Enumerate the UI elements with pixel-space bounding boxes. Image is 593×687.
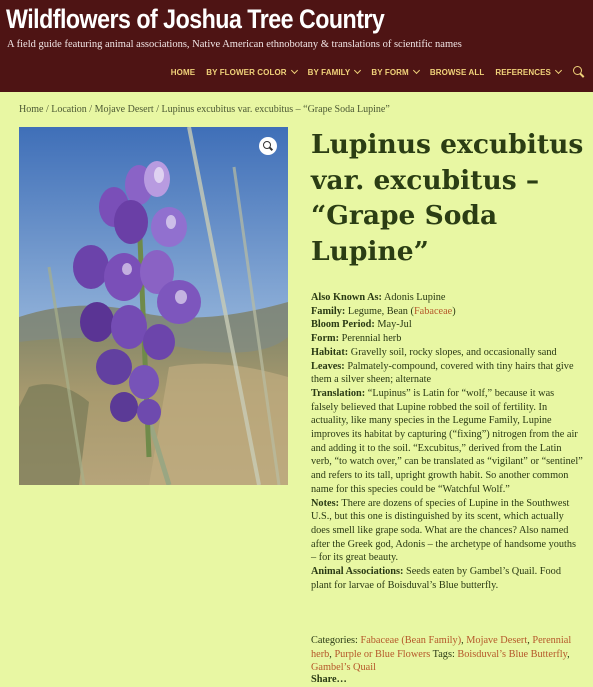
detail-label: Form: — [311, 333, 340, 345]
detail-label: Bloom Period: — [311, 319, 375, 331]
chevron-down-icon — [413, 67, 420, 74]
share-label[interactable]: Share… — [311, 674, 347, 685]
tags-label: Tags: — [432, 648, 455, 660]
tag-link[interactable]: Boisduval’s Blue Butterfly — [457, 648, 568, 660]
category-link[interactable]: Mojave Desert — [466, 635, 528, 646]
detail-value: ) — [452, 305, 456, 317]
search-icon[interactable] — [573, 66, 585, 78]
detail-label: Notes: — [311, 497, 340, 509]
magnify-icon[interactable] — [259, 137, 277, 155]
detail-label: Leaves: — [311, 360, 345, 372]
nav-item-label: HOME — [170, 67, 196, 77]
category-link[interactable]: Fabaceae (Bean Family) — [360, 635, 462, 646]
nav-item-by-flower-color[interactable] — [206, 68, 296, 77]
detail-value: Adonis Lupine — [381, 292, 446, 303]
categories-label: Categories: — [311, 635, 358, 646]
detail-value: Perennial herb — [339, 333, 402, 345]
detail-form — [311, 332, 583, 346]
detail-label: Translation: — [311, 387, 366, 399]
nav-item-home[interactable] — [171, 68, 195, 77]
detail-label: Also Known As: — [311, 292, 382, 303]
detail-value: There are dozens of species of Lupine in the Southwest U.S., but this one is distinguished by its scent, which actually does smell like grape soda. What are the chances? Also named after the Greek god, Adonis – the archetype of handsome youths – for its great beauty. — [311, 497, 577, 564]
detail-value: Palmately-compound, covered with tiny hairs that give them a silver sheen; alternate — [311, 360, 574, 386]
detail-value: Legume, Bean ( — [345, 305, 414, 317]
detail-value: May-Jul — [374, 319, 412, 331]
main-nav — [171, 66, 585, 78]
category-link[interactable]: Purple or Blue Flowers — [334, 648, 431, 660]
chevron-down-icon — [291, 67, 298, 74]
detail-translation — [311, 387, 583, 497]
nav-item-by-form[interactable] — [371, 68, 418, 77]
detail-label: Family: — [311, 305, 346, 317]
breadcrumb-location[interactable]: Location — [51, 104, 87, 115]
family-link[interactable]: Fabaceae — [413, 305, 453, 317]
nav-item-label: BY FORM — [371, 67, 409, 77]
nav-item-label: BY FAMILY — [307, 67, 351, 77]
product-meta: Categories: Fabaceae (Bean Family), Mojave Desert, Perennial herb, Purple or Blue Flowers Tags: Boisduval’s Blue Butterfly, Gambel’s Quail — [311, 635, 572, 674]
breadcrumb-separator: / — [86, 104, 95, 115]
tag-link[interactable]: Gambel’s Quail — [311, 662, 376, 674]
nav-item-browse-all[interactable] — [430, 68, 484, 77]
detail-leaves — [311, 360, 583, 387]
nav-item-label: BY FLOWER COLOR — [206, 67, 287, 77]
breadcrumb-separator: / — [43, 104, 52, 115]
breadcrumb-mojave-desert[interactable]: Mojave Desert — [94, 104, 154, 115]
detail-label: Animal Associations: — [311, 566, 404, 578]
detail-notes — [311, 497, 583, 566]
detail-animal-associations — [311, 565, 583, 592]
detail-habitat — [311, 346, 583, 360]
detail-value: Seeds eaten by Gambel’s Quail. Food plant for larvae of Boisduval’s Blue butterfly. — [311, 566, 561, 591]
detail-label: Habitat: — [311, 346, 349, 358]
detail-value: “Lupinus” is Latin for “wolf,” because it was falsely believed that Lupine robbed the soil of fertility. In actuality, like many species in the Legume Family, Lupine improves its habitat by capturing (“fixing”) nitrogen from the air and adding it to the soil. “Excubitus,” derived from the Latin verb, “to watch over,” can be translated as “vigilant” or “sentinel” and refers to its tall, upright growth habit. So another common name for this species could be “Watchful Wolf.” — [311, 387, 583, 495]
breadcrumb-current: Lupinus excubitus var. excubitus – “Grape Soda Lupine” — [161, 104, 390, 115]
nav-item-label: REFERENCES — [495, 67, 551, 77]
site-title[interactable]: Wildflowers of Joshua Tree Country — [6, 4, 385, 34]
site-tagline: A field guide featuring animal associations, Native American ethnobotany & translations of scientific names — [7, 39, 462, 50]
category-link[interactable]: Perennial herb — [311, 635, 572, 660]
page-title: Lupinus excubitus var. excubitus – “Grape Soda Lupine” — [311, 129, 584, 267]
detail-family — [311, 305, 583, 319]
lupine-photo — [19, 127, 288, 485]
chevron-down-icon — [354, 67, 361, 74]
nav-item-by-family[interactable] — [308, 68, 361, 77]
plant-details — [311, 291, 583, 592]
chevron-down-icon — [555, 67, 562, 74]
breadcrumb-home[interactable]: Home — [19, 104, 44, 115]
product-image[interactable] — [19, 127, 288, 485]
site-header — [0, 0, 593, 92]
nav-item-label: BROWSE ALL — [429, 67, 485, 77]
breadcrumb — [19, 104, 390, 115]
nav-item-references[interactable] — [495, 68, 561, 77]
breadcrumb-separator: / — [153, 104, 162, 115]
detail-value: Gravelly soil, rocky slopes, and occasionally sand — [348, 346, 557, 358]
detail-aka — [311, 291, 583, 305]
detail-bloom-period — [311, 318, 583, 332]
